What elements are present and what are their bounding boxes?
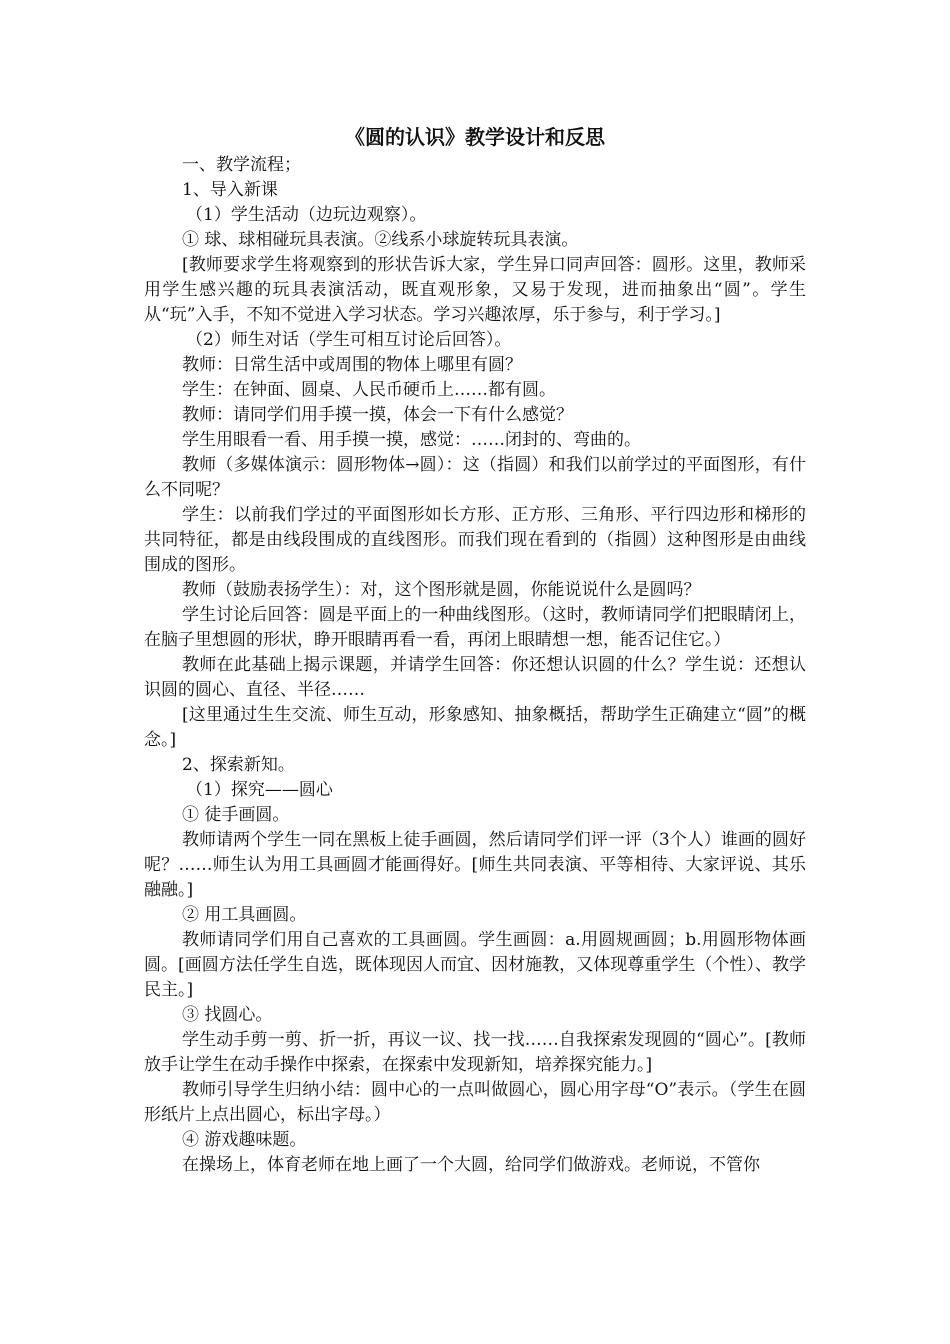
paragraph: 教师：请同学们用手摸一摸，体会一下有什么感觉？ (182, 405, 573, 425)
paragraph: 教师：日常生活中或周围的物体上哪里有圆？ (182, 355, 522, 375)
item-heading: （2）师生对话（学生可相互讨论后回答）。 (186, 330, 512, 350)
section-heading: 一、教学流程； (182, 155, 301, 175)
paragraph: 在操场上，体育老师在地上画了一个大圆，给同学们做游戏。老师说，不管你 (182, 1155, 760, 1175)
paragraph: [教师要求学生将观察到的形状告诉大家，学生异口同声回答：圆形。这里，教师采用学生感兴趣的玩具表演活动，既直观形象，又易于发现，进而抽象出“圆”。学生从“玩”入手，不知不觉进入学习状态。学习兴趣浓厚，乐于参与，利于学习。] (144, 255, 806, 325)
paragraph: ④ 游戏趣味题。 (182, 1130, 307, 1150)
document-title: 《圆的认识》教学设计和反思 (345, 125, 605, 149)
item-heading: （1）学生活动（边玩边观察）。 (186, 205, 427, 225)
paragraph: 教师引导学生归纳小结：圆中心的一点叫做圆心，圆心用字母“O”表示。（学生在圆形纸片上点出圆心，标出字母。） (144, 1080, 806, 1125)
paragraph: 学生：以前我们学过的平面图形如长方形、正方形、三角形、平行四边形和梯形的共同特征，都是由线段围成的直线图形。而我们现在看到的（指圆）这种图形是由曲线围成的图形。 (144, 505, 806, 575)
paragraph: 学生讨论后回答：圆是平面上的一种曲线图形。（这时，教师请同学们把眼睛闭上，在脑子里想圆的形状，睁开眼睛再看一看，再闭上眼睛想一想，能否记住它。） (144, 605, 806, 650)
subsection-heading: 2、探索新知。 (182, 755, 295, 775)
paragraph: 教师请两个学生一同在黑板上徒手画圆，然后请同学们评一评（3个人）谁画的圆好呢？……师生认为用工具画圆才能画得好。[师生共同表演、平等相待、大家评说、其乐融融。] (144, 830, 806, 900)
paragraph: 教师（鼓励表扬学生）：对，这个图形就是圆，你能说说什么是圆吗？ (182, 580, 701, 600)
subsection-heading: 1、导入新课 (182, 180, 278, 200)
paragraph: 教师在此基础上揭示课题，并请学生回答：你还想认识圆的什么？学生说：还想认识圆的圆心、直径、半径…… (144, 655, 806, 700)
paragraph: ② 用工具画圆。 (182, 905, 307, 925)
document-page (144, 122, 806, 1178)
paragraph: [这里通过生生交流、师生互动，形象感知、抽象概括，帮助学生正确建立“圆”的概念。] (144, 705, 806, 750)
paragraph: 教师请同学们用自己喜欢的工具画圆。学生画圆：a.用圆规画圆；b.用圆形物体画圆。[画圆方法任学生自选，既体现因人而宜、因材施教，又体现尊重学生（个性）、教学民主。] (144, 930, 806, 1000)
paragraph: ③ 找圆心。 (182, 1005, 273, 1025)
paragraph: 学生用眼看一看、用手摸一摸，感觉：……闭封的、弯曲的。 (182, 430, 641, 450)
item-heading: （1）探究——圆心 (186, 780, 333, 800)
paragraph: ① 球、球相碰玩具表演。②线系小球旋转玩具表演。 (182, 230, 579, 250)
paragraph: 教师（多媒体演示：圆形物体→圆）：这（指圆）和我们以前学过的平面图形，有什么不同呢？ (144, 455, 806, 500)
paragraph: ① 徒手画圆。 (182, 805, 290, 825)
paragraph: 学生：在钟面、圆桌、人民币硬币上……都有圆。 (182, 380, 556, 400)
paragraph: 学生动手剪一剪、折一折，再议一议、找一找……自我探索发现圆的“圆心”。[教师放手让学生在动手操作中探索，在探索中发现新知，培养探究能力。] (144, 1030, 806, 1075)
